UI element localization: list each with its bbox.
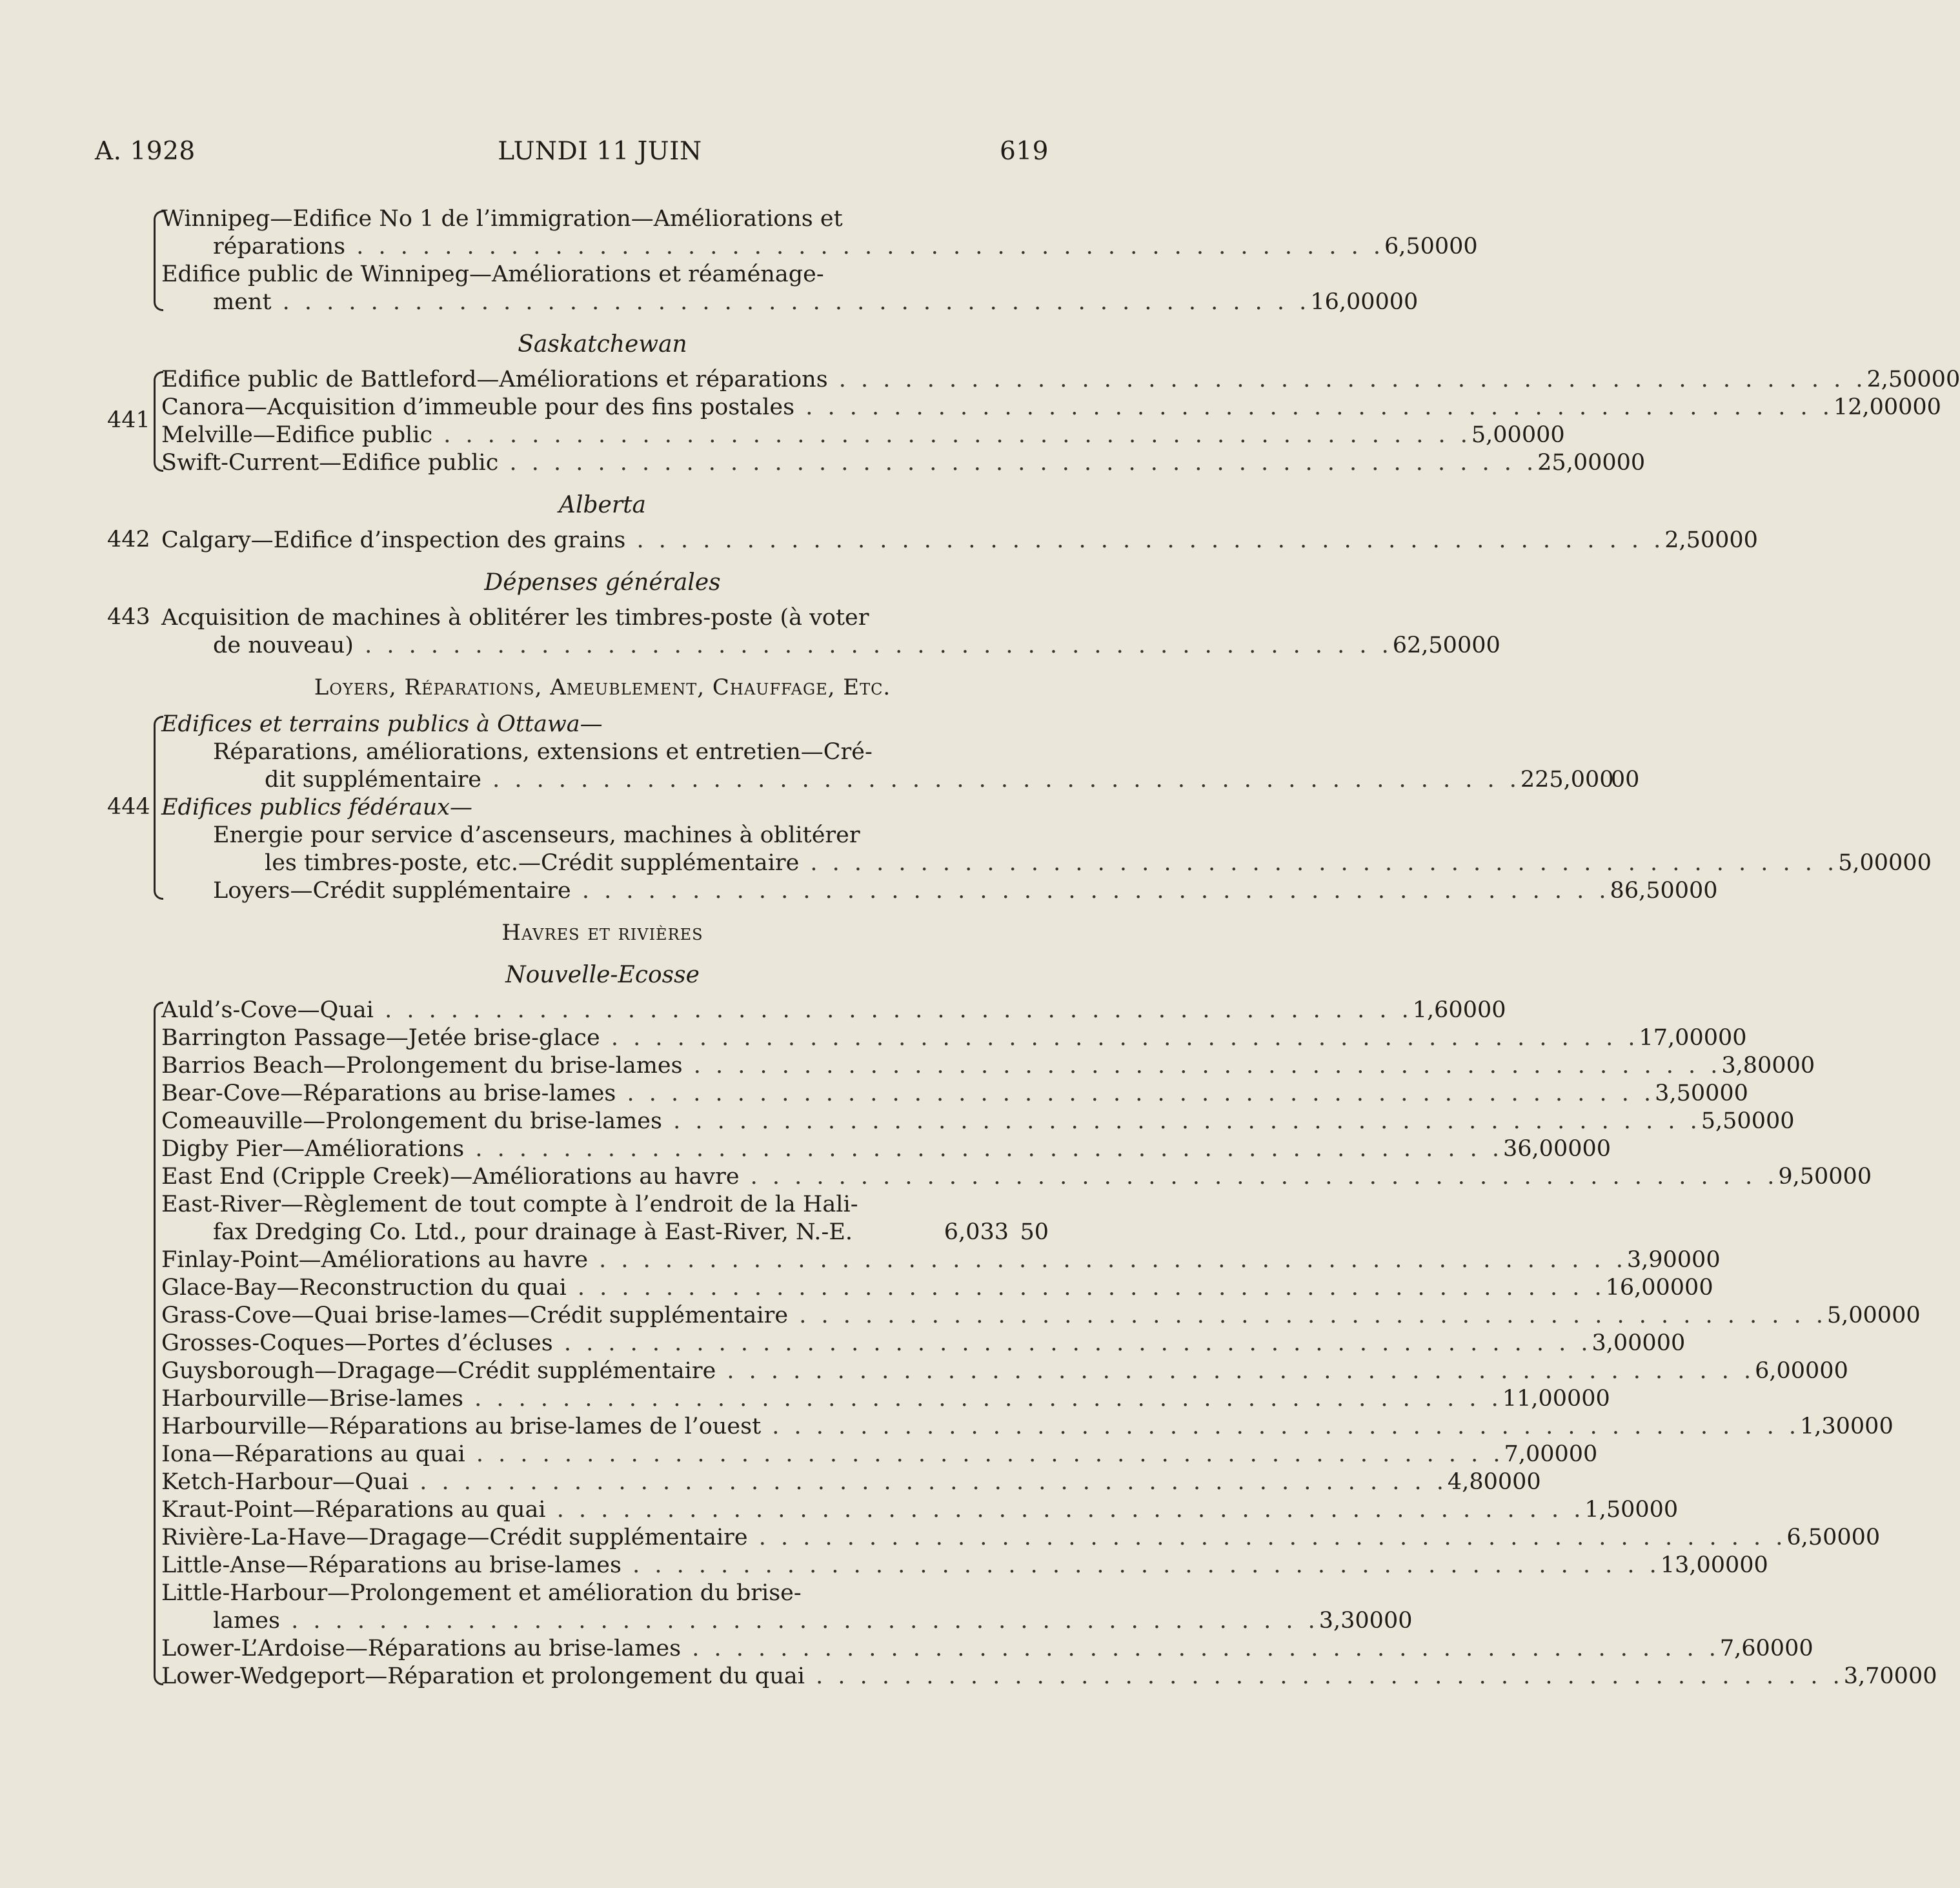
- estimate-row-continuation: [156, 205, 1049, 233]
- estimate-row: [156, 1024, 1747, 1052]
- item-title: [156, 711, 1049, 738]
- vote-section: [97, 604, 1500, 660]
- amount-dollars: 6,033: [944, 1219, 1009, 1245]
- vote-number: 443: [107, 604, 150, 630]
- estimate-row: [156, 766, 1640, 794]
- estimate-row: [156, 1080, 1748, 1108]
- item-description: [156, 1163, 1778, 1191]
- brace: [154, 210, 163, 311]
- item-text: Réparations, améliorations, extensions et entretien—Cré-: [213, 739, 873, 765]
- amount-cents: 00: [1908, 1663, 1937, 1689]
- item-description: [156, 997, 1413, 1024]
- amount-cents: 00: [1931, 367, 1960, 392]
- estimate-row: [156, 1246, 1721, 1274]
- estimate-row: [156, 1607, 1413, 1635]
- item-description: [156, 1246, 1627, 1274]
- amount-dollars: 1,500: [1584, 1497, 1650, 1523]
- amount-cents: 00: [1477, 997, 1506, 1023]
- region-heading: Alberta: [559, 492, 646, 518]
- dot-leader: . . . . . . . . . . . . . . . . . . . . . . . . . . . . . . . . . . . . . . . . . . . . . . .: [621, 1552, 1661, 1578]
- estimate-row: [156, 1330, 1686, 1357]
- dot-leader: . . . . . . . . . . . . . . . . . . . . . . . . . . . . . . . . . . . . . . . . . . . . . . .: [464, 1136, 1504, 1162]
- item-text: Little-Harbour—Prolongement et amélioration du brise-: [161, 1580, 802, 1606]
- estimate-row: [156, 1496, 1679, 1524]
- item-description: [156, 632, 1393, 660]
- amount-dollars: 17,000: [1639, 1025, 1718, 1051]
- amount-cents: 00: [1851, 1525, 1881, 1550]
- item-title: [156, 794, 1049, 822]
- amount-dollars: 2,500: [1664, 527, 1730, 553]
- amount-cents: 00: [1739, 1552, 1768, 1578]
- dot-leader: . . . . . . . . . . . . . . . . . . . . . . . . . . . . . . . . . . . . . . . . . . . . . . .: [432, 422, 1471, 448]
- amount-dollars: 2,500: [1866, 367, 1932, 392]
- item-description: [156, 1080, 1655, 1108]
- amount-dollars: 6,500: [1786, 1525, 1852, 1550]
- estimate-row: [156, 449, 1646, 477]
- brace: [154, 1002, 163, 1685]
- vote-number: 441: [107, 407, 150, 433]
- dot-leader: . . . . . . . . . . . . . . . . . . . . . . . . . . . . . . . . . . . . . . . . . . . . . . .: [271, 289, 1311, 315]
- item-text: Canora—Acquisition d’immeuble pour des fins postales: [161, 394, 795, 420]
- estimate-row: [156, 527, 1758, 554]
- dot-leader: . . . . . . . . . . . . . . . . . . . . . . . . . . . . . . . . . . . . . . . . . . . . . . .: [625, 527, 1665, 553]
- vote-items: [156, 527, 1758, 554]
- item-text: Auld’s-Cove—Quai: [161, 997, 374, 1023]
- dot-leader: . . . . . . . . . . . . . . . . . . . . . . . . . . . . . . . . . . . . . . . . . . . . . . .: [588, 1247, 1627, 1273]
- item-title-text: Edifices et terrains publics à Ottawa—: [161, 711, 603, 737]
- estimate-row: [156, 1219, 1049, 1246]
- amount-cents: 00: [1912, 394, 1941, 420]
- item-description: [156, 394, 1834, 421]
- dot-leader: . . . . . . . . . . . . . . . . . . . . . . . . . . . . . . . . . . . . . . . . . . . . . . .: [616, 1081, 1655, 1106]
- item-description: [156, 1219, 918, 1246]
- amount-dollars: 16,000: [1310, 289, 1389, 315]
- amount-cents: 00: [1689, 878, 1718, 904]
- vote-items: [156, 205, 1478, 316]
- item-text: Rivière-La-Have—Dragage—Crédit supplémentaire: [161, 1525, 748, 1550]
- item-description: [156, 527, 1664, 554]
- amount-cents: 00: [1684, 1275, 1713, 1301]
- estimate-row: [156, 289, 1419, 316]
- item-text: Winnipeg—Edifice No 1 de l’immigration—Améliorations et: [161, 206, 843, 232]
- amount-dollars: 5,000: [1826, 1303, 1892, 1328]
- estimate-row: [156, 1385, 1610, 1413]
- item-description: [156, 1191, 918, 1219]
- item-text: Loyers—Crédit supplémentaire: [213, 878, 571, 904]
- dot-leader: . . . . . . . . . . . . . . . . . . . . . . . . . . . . . . . . . . . . . . . . . . . . . . .: [345, 234, 1384, 259]
- amount-dollars: 1,600: [1412, 997, 1477, 1023]
- estimate-row: [156, 1274, 1713, 1302]
- estimate-row: [156, 1468, 1541, 1496]
- amount-dollars: 3,700: [1843, 1663, 1908, 1689]
- dot-leader: . . . . . . . . . . . . . . . . . . . . . . . . . . . . . . . . . . . . . . . . . . . . . . .: [747, 1525, 1787, 1550]
- item-text: lames: [213, 1608, 280, 1634]
- item-description: [156, 849, 1838, 877]
- item-description: [156, 233, 1384, 261]
- item-description: [156, 738, 918, 766]
- vote-items: [156, 997, 1937, 1690]
- amount-dollars: 25,000: [1537, 450, 1617, 476]
- item-text: Grass-Cove—Quai brise-lames—Crédit supplémentaire: [161, 1303, 789, 1328]
- item-text: Glace-Bay—Reconstruction du quai: [161, 1275, 567, 1301]
- item-text: Lower-Wedgeport—Réparation et prolongement du quai: [161, 1663, 805, 1689]
- item-description: [156, 1441, 1504, 1468]
- amount-dollars: 3,900: [1626, 1247, 1692, 1273]
- amount-cents: 00: [1729, 527, 1758, 553]
- dot-leader: . . . . . . . . . . . . . . . . . . . . . . . . . . . . . . . . . . . . . . . . . . . . . . .: [788, 1303, 1827, 1328]
- item-description: [156, 1024, 1639, 1052]
- amount-cents: 00: [1512, 1469, 1541, 1495]
- estimate-row-continuation: [156, 738, 1049, 766]
- estimate-row: [156, 1413, 1894, 1441]
- item-text: Edifice public de Winnipeg—Améliorations et réaménage-: [161, 261, 824, 287]
- region-heading: Nouvelle-Ecosse: [505, 962, 700, 988]
- item-description: [156, 1385, 1502, 1413]
- estimate-row-continuation: [156, 822, 1049, 849]
- item-text: de nouveau): [213, 633, 354, 658]
- amount-dollars: 7,600: [1719, 1636, 1785, 1661]
- item-text: Harbourville—Réparations au brise-lames de l’ouest: [161, 1414, 762, 1439]
- amount-cents: 00: [1383, 1608, 1413, 1634]
- item-text: Harbourville—Brise-lames: [161, 1386, 464, 1412]
- item-description: [156, 1663, 1844, 1690]
- amount-cents: 00: [1717, 1025, 1747, 1051]
- amount-cents: 00: [1765, 1108, 1795, 1134]
- amount-dollars: 5,000: [1471, 422, 1537, 448]
- amount-cents: 00: [1616, 450, 1646, 476]
- vote-section: [97, 711, 1932, 905]
- item-text: Iona—Réparations au quai: [161, 1441, 465, 1467]
- amount-dollars: 5,500: [1701, 1108, 1766, 1134]
- item-text: Calgary—Edifice d’inspection des grains: [161, 527, 626, 553]
- item-description: [156, 449, 1537, 477]
- item-description: [156, 205, 918, 233]
- amount-dollars: 225,000: [1520, 767, 1614, 793]
- estimate-row: [156, 1663, 1937, 1690]
- estimate-row: [156, 632, 1500, 660]
- item-description: [156, 1607, 1319, 1635]
- dot-leader: . . . . . . . . . . . . . . . . . . . . . . . . . . . . . . . . . . . . . . . . . . . . . . .: [552, 1330, 1592, 1356]
- estimates-content: [97, 205, 1960, 1690]
- vote-number: 442: [107, 527, 150, 553]
- item-description: [156, 877, 1610, 905]
- dot-leader: . . . . . . . . . . . . . . . . . . . . . . . . . . . . . . . . . . . . . . . . . . . . . . .: [804, 1663, 1844, 1689]
- dot-leader: . . . . . . . . . . . . . . . . . . . . . . . . . . . . . . . . . . . . . . . . . . . . . . .: [681, 1636, 1720, 1661]
- amount-cents: 00: [1892, 1303, 1921, 1328]
- dot-leader: . . . . . . . . . . . . . . . . . . . . . . . . . . . . . . . . . . . . . . . . . . . . . . .: [794, 394, 1834, 420]
- item-description: [156, 1274, 1606, 1302]
- item-description: [156, 1468, 1448, 1496]
- amount-cents: 00: [1786, 1053, 1815, 1079]
- dot-leader: . . . . . . . . . . . . . . . . . . . . . . . . . . . . . . . . . . . . . . . . . . . . . . .: [827, 367, 1867, 392]
- item-description: [156, 261, 918, 289]
- amount-cents: 00: [1582, 1136, 1611, 1162]
- item-description: [156, 822, 918, 849]
- item-text: East End (Cripple Creek)—Améliorations au havre: [161, 1164, 740, 1190]
- dot-leader: . . . . . . . . . . . . . . . . . . . . . . . . . . . . . . . . . . . . . . . . . . . . . . .: [600, 1025, 1639, 1051]
- brace: [154, 371, 163, 472]
- item-text: Energie pour service d’ascenseurs, machines à oblitérer: [213, 822, 860, 848]
- item-text: Barrios Beach—Prolongement du brise-lames: [161, 1053, 683, 1079]
- estimate-row: [156, 1052, 1815, 1080]
- vote-number: 444: [107, 794, 150, 820]
- amount-cents: 00: [1389, 289, 1419, 315]
- vote-section: [97, 527, 1758, 554]
- item-text: Guysborough—Dragage—Crédit supplémentaire: [161, 1358, 716, 1384]
- amount-cents: 00: [1903, 850, 1932, 876]
- amount-dollars: 4,800: [1447, 1469, 1513, 1495]
- estimate-row-continuation: [156, 1191, 1049, 1219]
- amount-cents: 00: [1784, 1636, 1814, 1661]
- item-description: [156, 1135, 1503, 1163]
- estimate-row: [156, 421, 1565, 449]
- amount-cents: 00: [1656, 1330, 1686, 1356]
- amount-dollars: 5,000: [1838, 850, 1903, 876]
- amount-cents: 00: [1610, 767, 1640, 793]
- item-text: Kraut-Point—Réparations au quai: [161, 1497, 546, 1523]
- estimate-row: [156, 1552, 1768, 1579]
- amount-cents: 00: [1843, 1164, 1872, 1190]
- amount-dollars: 6,500: [1384, 234, 1450, 259]
- amount-dollars: 9,500: [1778, 1164, 1843, 1190]
- amount-dollars: 86,500: [1610, 878, 1690, 904]
- vote-items: [156, 366, 1960, 477]
- item-description: [156, 1552, 1661, 1579]
- amount-cents: 00: [1471, 633, 1500, 658]
- amount-dollars: 3,000: [1591, 1330, 1657, 1356]
- item-text: Bear-Cove—Réparations au brise-lames: [161, 1081, 616, 1106]
- item-text: Swift-Current—Edifice public: [161, 450, 499, 476]
- region-heading: Saskatchewan: [518, 331, 687, 358]
- estimate-row: [156, 849, 1932, 877]
- item-description: [156, 289, 1310, 316]
- header-session-year: A. 1928: [95, 137, 196, 166]
- amount-cents: 00: [1581, 1386, 1610, 1412]
- dot-leader: . . . . . . . . . . . . . . . . . . . . . . . . . . . . . . . . . . . . . . . . . . . . . . .: [662, 1108, 1701, 1134]
- item-description: [156, 766, 1521, 794]
- amount-dollars: 6,000: [1755, 1358, 1820, 1384]
- estimate-row: [156, 877, 1718, 905]
- amount-cents: 00: [1568, 1441, 1598, 1467]
- item-text: Comeauville—Prolongement du brise-lames: [161, 1108, 662, 1134]
- item-description: [156, 1302, 1827, 1330]
- item-description: [156, 1357, 1755, 1385]
- amount-dollars: 36,000: [1503, 1136, 1582, 1162]
- item-text: Grosses-Coques—Portes d’écluses: [161, 1330, 553, 1356]
- item-text: East-River—Règlement de tout compte à l’endroit de la Hali-: [161, 1192, 858, 1217]
- item-description: [156, 366, 1866, 394]
- item-text: dit supplémentaire: [265, 767, 482, 793]
- amount-dollars: 1,300: [1799, 1414, 1865, 1439]
- item-text: ment: [213, 289, 272, 315]
- dot-leader: . . . . . . . . . . . . . . . . . . . . . . . . . . . . . . . . . . . . . . . . . . . . . . .: [566, 1275, 1606, 1301]
- dot-leader: . . . . . . . . . . . . . . . . . . . . . . . . . . . . . . . . . . . . . . . . . . . . . . .: [353, 633, 1393, 658]
- amount-dollars: 11,000: [1502, 1386, 1582, 1412]
- page-number: 619: [1000, 137, 1049, 166]
- item-title-text: Edifices publics fédéraux—: [161, 795, 472, 820]
- item-description: [156, 1330, 1591, 1357]
- estimate-row: [156, 997, 1506, 1024]
- item-text: Finlay-Point—Améliorations au havre: [161, 1247, 589, 1273]
- vote-items: [156, 604, 1500, 660]
- dot-leader: . . . . . . . . . . . . . . . . . . . . . . . . . . . . . . . . . . . . . . . . . . . . . . .: [799, 850, 1839, 876]
- estimate-row: [156, 1163, 1872, 1191]
- dot-leader: . . . . . . . . . . . . . . . . . . . . . . . . . . . . . . . . . . . . . . . . . . . . . . .: [739, 1164, 1779, 1190]
- item-description: [156, 1635, 1720, 1663]
- estimate-row: [156, 1635, 1814, 1663]
- amount-cents: 00: [1536, 422, 1565, 448]
- estimate-row: [156, 1302, 1921, 1330]
- amount-dollars: 16,000: [1605, 1275, 1685, 1301]
- item-text: Acquisition de machines à oblitérer les timbres-poste (à voter: [161, 605, 869, 631]
- vote-section: [97, 205, 1478, 316]
- estimate-row: [156, 1441, 1598, 1468]
- dot-leader: . . . . . . . . . . . . . . . . . . . . . . . . . . . . . . . . . . . . . . . . . . . . . . .: [373, 997, 1413, 1023]
- section-heading: Havres et rivières: [501, 920, 703, 946]
- dot-leader: . . . . . . . . . . . . . . . . . . . . . . . . . . . . . . . . . . . . . . . . . . . . . . .: [279, 1608, 1319, 1634]
- amount-dollars: 3,800: [1721, 1053, 1786, 1079]
- estimate-row: [156, 1357, 1848, 1385]
- vote-section: [97, 997, 1937, 1690]
- brace: [154, 716, 163, 900]
- dot-leader: . . . . . . . . . . . . . . . . . . . . . . . . . . . . . . . . . . . . . . . . . . . . . . .: [465, 1441, 1504, 1467]
- item-text: Edifice public de Battleford—Améliorations et réparations: [161, 367, 828, 392]
- item-description: [156, 1524, 1786, 1552]
- dot-leader: . . . . . . . . . . . . . . . . . . . . . . . . . . . . . . . . . . . . . . . . . . . . . . .: [761, 1414, 1800, 1439]
- item-description: [156, 1108, 1701, 1135]
- amount-cents: 00: [1864, 1414, 1894, 1439]
- amount-cents: 00: [1819, 1358, 1848, 1384]
- section-heading: Loyers, Réparations, Ameublement, Chauffage, Etc.: [314, 675, 891, 700]
- amount-dollars: 3,300: [1318, 1608, 1384, 1634]
- item-text: Little-Anse—Réparations au brise-lames: [161, 1552, 621, 1578]
- dot-leader: . . . . . . . . . . . . . . . . . . . . . . . . . . . . . . . . . . . . . . . . . . . . . . .: [571, 878, 1610, 904]
- amount-dollars: 7,000: [1504, 1441, 1569, 1467]
- estimate-row: [156, 394, 1941, 421]
- dot-leader: . . . . . . . . . . . . . . . . . . . . . . . . . . . . . . . . . . . . . . . . . . . . . . .: [463, 1386, 1502, 1412]
- estimate-row: [156, 233, 1478, 261]
- item-description: [156, 1496, 1584, 1524]
- dot-leader: . . . . . . . . . . . . . . . . . . . . . . . . . . . . . . . . . . . . . . . . . . . . . . .: [481, 767, 1521, 793]
- dot-leader: . . . . . . . . . . . . . . . . . . . . . . . . . . . . . . . . . . . . . . . . . . . . . . .: [545, 1497, 1585, 1523]
- item-text: les timbres-poste, etc.—Crédit supplémentaire: [265, 850, 800, 876]
- amount-cents: 00: [1449, 234, 1478, 259]
- dot-leader: . . . . . . . . . . . . . . . . . . . . . . . . . . . . . . . . . . . . . . . . . . . . . . .: [716, 1358, 1755, 1384]
- header-date: LUNDI 11 JUIN: [498, 137, 702, 166]
- item-text: réparations: [213, 234, 346, 259]
- item-description: [156, 1052, 1721, 1080]
- item-text: Ketch-Harbour—Quai: [161, 1469, 409, 1495]
- amount-dollars: 12,000: [1833, 394, 1913, 420]
- amount-cents: 50: [1020, 1219, 1049, 1245]
- item-description: [156, 1579, 918, 1607]
- estimate-row: [156, 1108, 1795, 1135]
- amount-dollars: 62,500: [1392, 633, 1472, 658]
- estimate-row-continuation: [156, 1579, 1049, 1607]
- estimate-row: [156, 366, 1960, 394]
- item-text: Lower-L’Ardoise—Réparations au brise-lames: [161, 1636, 682, 1661]
- item-text: Barrington Passage—Jetée brise-glace: [161, 1025, 600, 1051]
- item-text: fax Dredging Co. Ltd., pour drainage à East-River, N.-E.: [213, 1219, 853, 1245]
- amount-dollars: 3,500: [1655, 1081, 1720, 1106]
- vote-items: [156, 711, 1932, 905]
- item-description: [156, 421, 1471, 449]
- estimate-row-continuation: [156, 604, 1049, 632]
- estimate-row: [156, 1524, 1881, 1552]
- item-text: Digby Pier—Améliorations: [161, 1136, 465, 1162]
- region-heading: Dépenses générales: [484, 569, 721, 596]
- dot-leader: . . . . . . . . . . . . . . . . . . . . . . . . . . . . . . . . . . . . . . . . . . . . . . .: [682, 1053, 1722, 1079]
- amount-cents: 00: [1649, 1497, 1679, 1523]
- amount-cents: 00: [1692, 1247, 1721, 1273]
- dot-leader: . . . . . . . . . . . . . . . . . . . . . . . . . . . . . . . . . . . . . . . . . . . . . . .: [498, 450, 1538, 476]
- amount-cents: 00: [1719, 1081, 1748, 1106]
- estimate-row-continuation: [156, 261, 1049, 289]
- item-text: Melville—Edifice public: [161, 422, 433, 448]
- estimate-row: [156, 1135, 1611, 1163]
- amount-dollars: 13,000: [1660, 1552, 1740, 1578]
- item-description: [156, 604, 918, 632]
- dot-leader: . . . . . . . . . . . . . . . . . . . . . . . . . . . . . . . . . . . . . . . . . . . . . . .: [409, 1469, 1448, 1495]
- item-description: [156, 1413, 1800, 1441]
- vote-section: [97, 366, 1960, 477]
